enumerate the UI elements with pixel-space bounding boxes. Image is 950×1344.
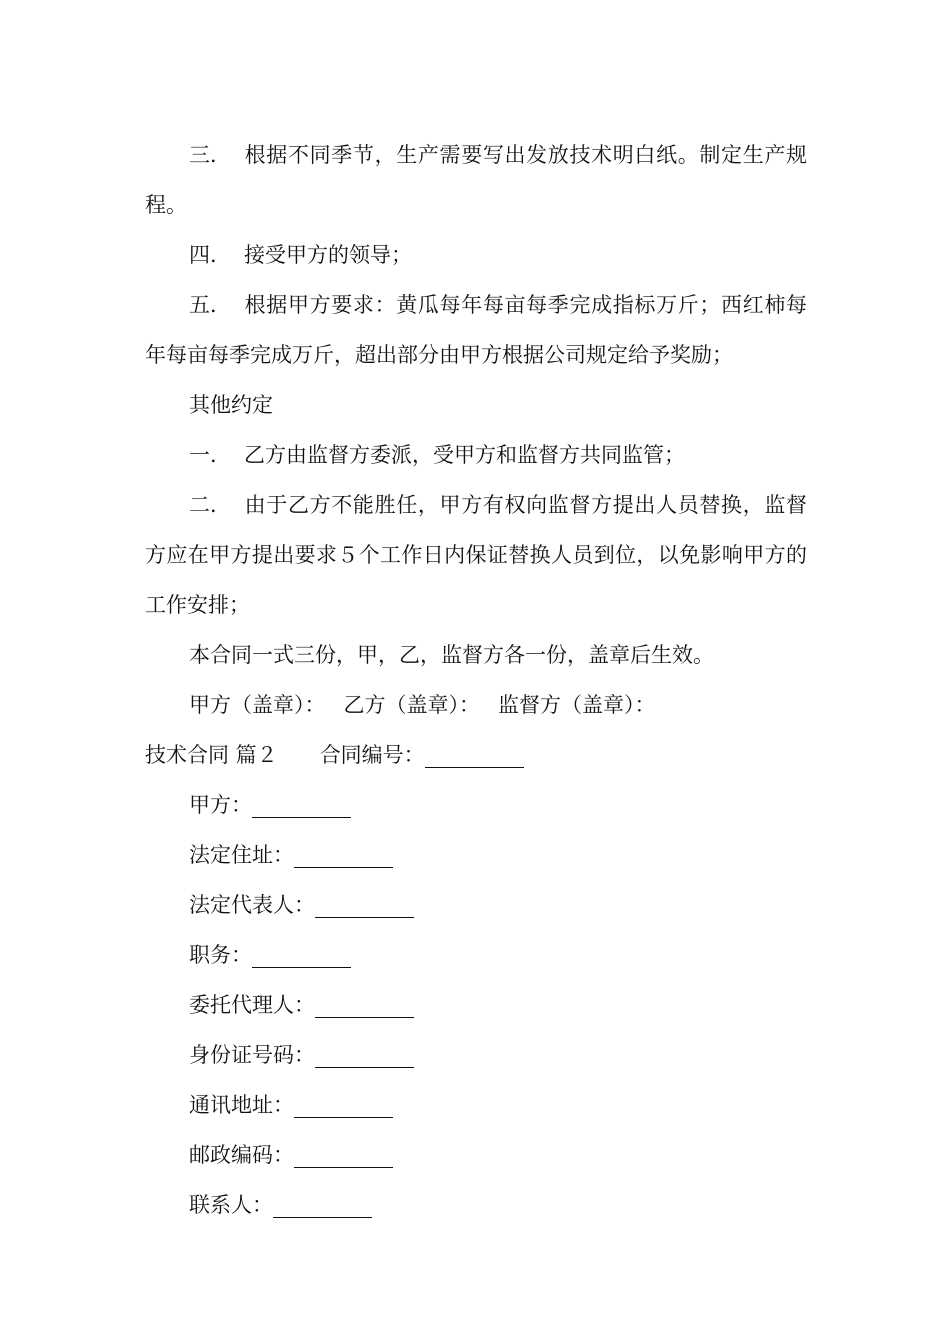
field-label: 身份证号码： [189,1043,315,1067]
clause-3 [145,130,807,230]
clause-text: 由于乙方不能胜任，甲方有权向监督方提出人员替换，监督方应在甲方提出要求５个工作日内保证替换人员到位，以免影响甲方的工作安排； [145,493,807,617]
copies-note: 本合同一式三份，甲，乙，监督方各一份，盖章后生效。 [189,643,714,667]
signature-line [145,680,807,730]
field-label: 委托代理人： [189,993,315,1017]
field-party-a [145,780,807,830]
field-blank[interactable] [252,937,351,968]
field-mailing-address [145,1080,807,1130]
field-postal-code [145,1130,807,1180]
other-clause-1 [145,430,807,480]
field-blank[interactable] [273,1187,372,1218]
field-legal-address [145,830,807,880]
field-position [145,930,807,980]
other-clause-2 [145,480,807,630]
clause-number: 五． [189,293,231,317]
other-terms-heading: 其他约定 [189,393,273,417]
field-blank[interactable] [315,987,414,1018]
field-label: 法定住址： [189,843,294,867]
contract-2-title: 技术合同 篇２ [145,743,278,767]
field-legal-representative [145,880,807,930]
clause-number: 二． [189,493,231,517]
field-label: 职务： [189,943,252,967]
field-label: 甲方： [189,793,252,817]
party-b-seal: 乙方（盖章）： [343,693,480,717]
supervisor-seal: 监督方（盖章）： [498,693,656,717]
field-blank[interactable] [315,1037,414,1068]
contract-number-label: 合同编号： [319,743,425,767]
field-id-number [145,1030,807,1080]
clause-number: 一． [189,443,231,467]
field-blank[interactable] [294,1137,393,1168]
clause-5 [145,280,807,380]
contract-2-header [145,730,807,780]
field-contact-person [145,1180,807,1230]
clause-number: 三． [189,143,231,167]
contract-number-blank[interactable] [425,737,524,768]
clause-text: 根据不同季节，生产需要写出发放技术明白纸。制定生产规程。 [145,143,807,217]
field-authorized-agent [145,980,807,1030]
field-blank[interactable] [252,787,351,818]
clause-number: 四． [189,243,231,267]
document-body [145,130,807,1230]
field-blank[interactable] [294,837,393,868]
field-blank[interactable] [294,1087,393,1118]
field-label: 联系人： [189,1193,273,1217]
field-blank[interactable] [315,887,414,918]
party-a-seal: 甲方（盖章）： [189,693,326,717]
clause-text: 根据甲方要求：黄瓜每年每亩每季完成指标万斤；西红柿每年每亩每季完成万斤，超出部分由甲方根据公司规定给予奖励； [145,293,807,367]
field-label: 通讯地址： [189,1093,294,1117]
field-label: 邮政编码： [189,1143,294,1167]
field-label: 法定代表人： [189,893,315,917]
clause-text: 接受甲方的领导； [244,243,412,267]
clause-4 [145,230,807,280]
clause-text: 乙方由监督方委派，受甲方和监督方共同监管； [244,443,685,467]
